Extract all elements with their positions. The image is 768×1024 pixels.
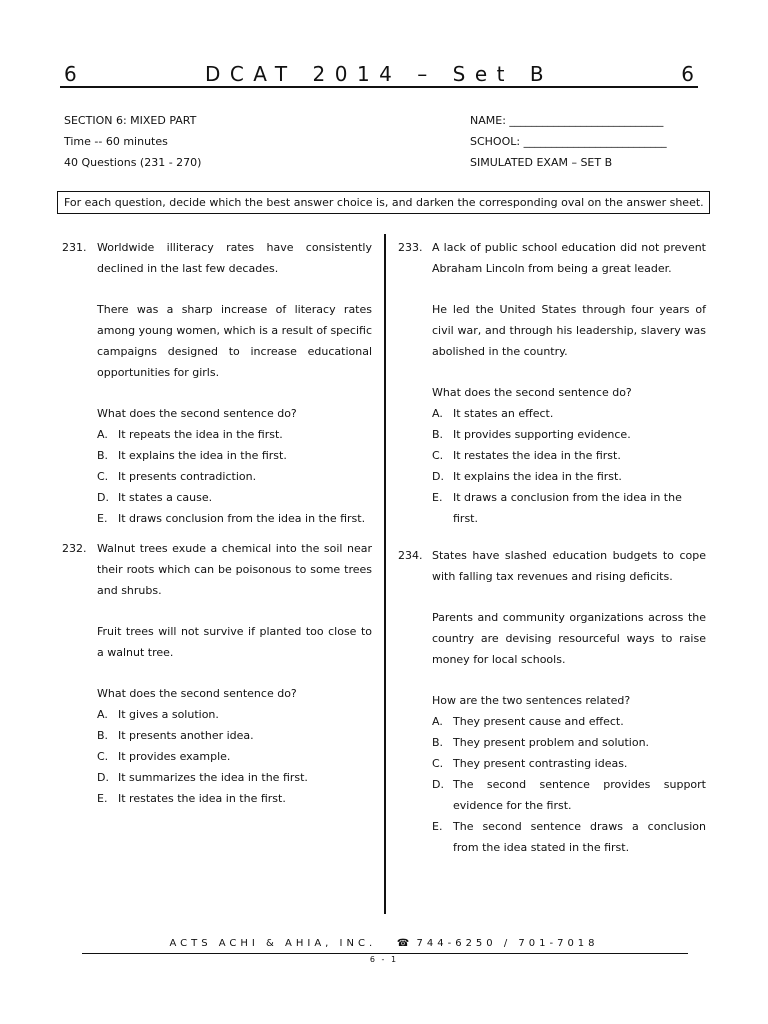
- answer-option: [432, 753, 706, 774]
- answer-option: [432, 424, 706, 445]
- school-field: SCHOOL: __________________________: [470, 135, 667, 148]
- question-sentence-1: A lack of public school education did not prevent Abraham Lincoln from being a great leader.: [432, 241, 706, 275]
- answer-option: [432, 403, 706, 424]
- answer-option: [97, 788, 372, 809]
- option-letter: A.: [432, 715, 443, 728]
- answer-option: [97, 445, 372, 466]
- section-info: [64, 110, 201, 173]
- option-text: They present cause and effect.: [453, 715, 624, 728]
- option-letter: C.: [432, 757, 444, 770]
- option-text: It presents another idea.: [118, 729, 254, 742]
- page-header: [60, 60, 698, 88]
- option-text: It provides supporting evidence.: [453, 428, 631, 441]
- option-letter: D.: [97, 491, 109, 504]
- option-text: It draws a conclusion from the idea in the first.: [453, 491, 682, 525]
- question-prompt: How are the two sentences related?: [432, 694, 631, 707]
- question-233: [398, 237, 706, 529]
- question-234: [398, 545, 706, 858]
- option-letter: E.: [97, 792, 108, 805]
- option-letter: D.: [432, 470, 444, 483]
- answer-option: [432, 487, 706, 529]
- option-letter: B.: [97, 729, 109, 742]
- telephone-icon: ☎: [396, 938, 410, 949]
- instructions-box: For each question, decide which the best answer choice is, and darken the corresponding oval on the answer sheet.: [57, 191, 710, 214]
- answer-option: [97, 746, 372, 767]
- answer-option: [97, 704, 372, 725]
- time-limit: Time -- 60 minutes: [64, 135, 168, 148]
- option-letter: E.: [97, 512, 108, 525]
- footer-contact: [0, 938, 768, 949]
- option-text: They present contrasting ideas.: [453, 757, 628, 770]
- answer-option: [432, 774, 706, 816]
- question-sentence-2: Fruit trees will not survive if planted too close to a walnut tree.: [97, 625, 372, 659]
- question-sentence-2: There was a sharp increase of literacy rates among young women, which is a result of specific campaigns designed to increase educational opportunities for girls.: [97, 303, 372, 379]
- option-text: It states an effect.: [453, 407, 554, 420]
- option-text: The second sentence provides support evidence for the first.: [453, 778, 706, 812]
- question-sentence-1: Walnut trees exude a chemical into the soil near their roots which can be poisonous to some trees and shrubs.: [97, 542, 372, 597]
- answer-option: [97, 487, 372, 508]
- answer-option: [97, 767, 372, 788]
- option-letter: B.: [97, 449, 109, 462]
- question-sentence-2: He led the United States through four years of civil war, and through his leadership, slavery was abolished in the country.: [432, 303, 706, 358]
- header-page-number-left: 6: [64, 62, 77, 86]
- answer-option: [432, 445, 706, 466]
- option-letter: B.: [432, 736, 444, 749]
- option-letter: E.: [432, 820, 443, 833]
- answer-option: [432, 732, 706, 753]
- option-text: It presents contradiction.: [118, 470, 257, 483]
- answer-option: [97, 725, 372, 746]
- option-letter: B.: [432, 428, 444, 441]
- option-text: The second sentence draws a conclusion from the idea stated in the first.: [453, 820, 706, 854]
- option-text: It explains the idea in the first.: [453, 470, 622, 483]
- option-letter: E.: [432, 491, 443, 504]
- question-number: 233.: [398, 241, 423, 254]
- header-page-number-right: 6: [681, 62, 694, 86]
- option-letter: C.: [97, 470, 109, 483]
- question-number: 231.: [62, 241, 87, 254]
- option-text: It gives a solution.: [118, 708, 219, 721]
- option-letter: A.: [97, 708, 108, 721]
- answer-option: [432, 711, 706, 732]
- question-prompt: What does the second sentence do?: [97, 687, 297, 700]
- section-title: SECTION 6: MIXED PART: [64, 114, 197, 127]
- question-sentence-1: States have slashed education budgets to cope with falling tax revenues and rising deficits.: [432, 549, 706, 583]
- answer-option: [97, 424, 372, 445]
- option-text: It restates the idea in the first.: [118, 792, 286, 805]
- footer-phone: 744-6250 / 701-7018: [416, 938, 599, 949]
- footer-company: ACTS ACHI & AHIA, INC.: [169, 938, 377, 949]
- question-232: [62, 538, 372, 809]
- option-letter: A.: [97, 428, 108, 441]
- footer-rule: [82, 953, 688, 954]
- question-range: 40 Questions (231 - 270): [64, 156, 202, 169]
- header-rule: [60, 86, 698, 88]
- option-text: It explains the idea in the first.: [118, 449, 287, 462]
- question-sentence-2: Parents and community organizations across the country are devising resourceful ways to raise money for local schools.: [432, 611, 706, 666]
- option-text: It provides example.: [118, 750, 231, 763]
- option-text: It restates the idea in the first.: [453, 449, 621, 462]
- option-text: They present problem and solution.: [453, 736, 650, 749]
- option-letter: C.: [97, 750, 109, 763]
- option-letter: C.: [432, 449, 444, 462]
- option-text: It draws conclusion from the idea in the first.: [118, 512, 366, 525]
- question-231: [62, 237, 372, 529]
- footer-page-number: 6 - 1: [369, 955, 399, 964]
- option-letter: D.: [432, 778, 444, 791]
- exam-label: SIMULATED EXAM – SET B: [470, 156, 613, 169]
- question-prompt: What does the second sentence do?: [432, 386, 632, 399]
- question-number: 232.: [62, 542, 87, 555]
- option-text: It summarizes the idea in the first.: [118, 771, 308, 784]
- option-text: It repeats the idea in the first.: [118, 428, 283, 441]
- answer-option: [97, 508, 372, 529]
- header-title: DCAT 2014 – Set B: [204, 62, 554, 86]
- option-text: It states a cause.: [118, 491, 213, 504]
- question-prompt: What does the second sentence do?: [97, 407, 297, 420]
- option-letter: D.: [97, 771, 109, 784]
- option-letter: A.: [432, 407, 443, 420]
- question-sentence-1: Worldwide illiteracy rates have consistently declined in the last few decades.: [97, 241, 372, 275]
- student-info: [470, 110, 667, 173]
- question-number: 234.: [398, 549, 423, 562]
- answer-option: [97, 466, 372, 487]
- column-divider: [384, 234, 386, 914]
- answer-option: [432, 816, 706, 858]
- name-field: NAME: ____________________________: [470, 114, 664, 127]
- answer-option: [432, 466, 706, 487]
